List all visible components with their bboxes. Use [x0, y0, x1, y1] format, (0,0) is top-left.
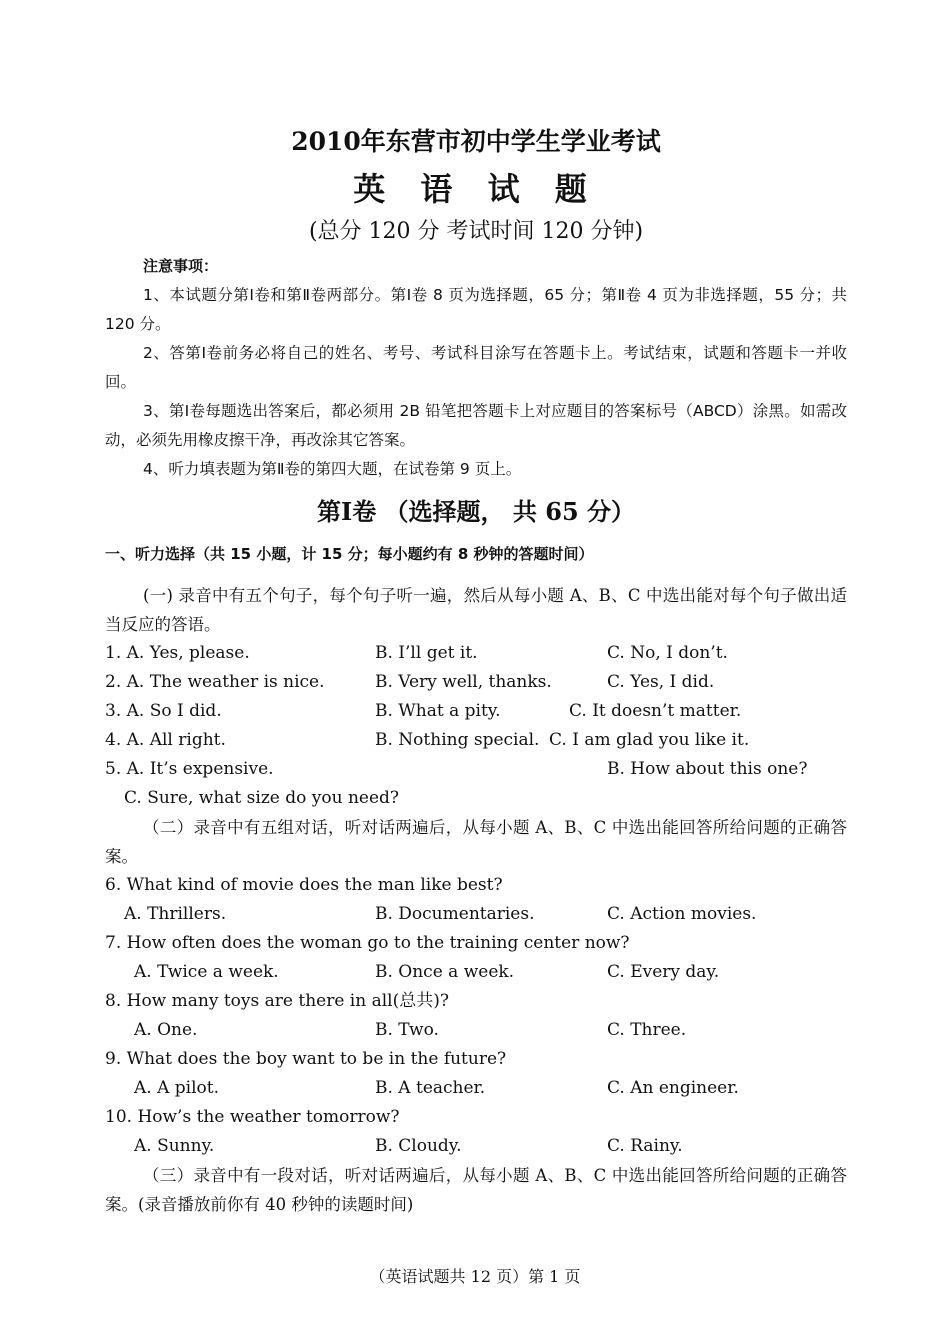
option-a: A. Twice a week. [134, 962, 279, 982]
question-row [105, 1132, 847, 1161]
option-c: C. Yes, I did. [607, 672, 715, 692]
question-row [105, 784, 847, 813]
option-b: B. Nothing special. [375, 730, 540, 750]
question-row [105, 1016, 847, 1045]
sub1-instruction: (一) 录音中有五个句子，每个句子听一遍，然后从每小题 A、B、C 中选出能对每个句子做出适当反应的答语。 [105, 586, 847, 634]
question-row [105, 639, 847, 668]
option-a: A. Thrillers. [124, 904, 227, 924]
question-text: 7. How often does the woman go to the training center now? [105, 933, 630, 953]
option-b: B. How about this one? [607, 759, 808, 779]
option-c: C. It doesn’t matter. [569, 701, 742, 721]
part1-heading: 一、听力选择（共 15 小题，计 15 分；每小题约有 8 秒钟的答题时间） [105, 545, 594, 563]
question-row [105, 958, 847, 987]
question-text: 10. How’s the weather tomorrow? [105, 1107, 400, 1127]
option-b: B. Very well, thanks. [375, 672, 552, 692]
option-a: A. A pilot. [134, 1078, 219, 1098]
option-b: B. Documentaries. [375, 904, 535, 924]
option-b: B. I’ll get it. [375, 643, 478, 663]
option-a: A. One. [134, 1020, 198, 1040]
question-row [105, 726, 847, 755]
option-a: 4. A. All right. [105, 730, 226, 750]
option-b: B. A teacher. [375, 1078, 486, 1098]
exam-title: 2010年东营市初中学生学业考试 [291, 127, 661, 156]
exam-meta: (总分 120 分 考试时间 120 分钟) [308, 219, 644, 244]
option-a: 2. A. The weather is nice. [105, 672, 325, 692]
notice-item: 4、听力填表题为第Ⅱ卷的第四大题，在试卷第 9 页上。 [143, 460, 522, 478]
option-a: 3. A. So I did. [105, 701, 222, 721]
option-a: 1. A. Yes, please. [105, 643, 250, 663]
option-b: B. Two. [375, 1020, 439, 1040]
notice-item: 3、第Ⅰ卷每题选出答案后，都必须用 2B 铅笔把答题卡上对应题目的答案标号（ABCD）涂黑。如需改动，必须先用橡皮擦干净，再改涂其它答案。 [105, 402, 847, 449]
section-title: 第Ⅰ卷 （选择题， 共 65 分） [316, 497, 636, 526]
option-c: C. I am glad you like it. [549, 730, 750, 750]
sub2-instruction: （二）录音中有五组对话，听对话两遍后，从每小题 A、B、C 中选出能回答所给问题的正确答案。 [105, 818, 847, 866]
option-c: C. Action movies. [607, 904, 757, 924]
notice-heading: 注意事项： [143, 257, 219, 275]
option-c: C. Three. [607, 1020, 687, 1040]
option-c: C. No, I don’t. [607, 643, 728, 663]
question-text: 6. What kind of movie does the man like best? [105, 875, 503, 895]
page-footer: （英语试题共 12 页）第 1 页 [369, 1267, 581, 1286]
option-c: C. Rainy. [607, 1136, 683, 1156]
sub3-instruction: （三）录音中有一段对话，听对话两遍后，从每小题 A、B、C 中选出能回答所给问题的正确答案。(录音播放前你有 40 秒钟的读题时间) [105, 1166, 847, 1214]
option-b: B. Once a week. [375, 962, 515, 982]
notice-item: 2、答第Ⅰ卷前务必将自己的姓名、考号、考试科目涂写在答题卡上。考试结束，试题和答题卡一并收回。 [105, 344, 847, 391]
exam-page [105, 118, 847, 1219]
option-a: 5. A. It’s expensive. [105, 759, 274, 779]
question-row [105, 668, 847, 697]
question-row [105, 697, 847, 726]
question-text: 8. How many toys are there in all(总共)? [105, 991, 449, 1011]
question-row [105, 755, 847, 784]
question-text: 9. What does the boy want to be in the future? [105, 1049, 507, 1069]
option-c: C. Every day. [607, 962, 720, 982]
option-b: B. What a pity. [375, 701, 501, 721]
option-c: C. Sure, what size do you need? [124, 788, 400, 808]
question-row [105, 1074, 847, 1103]
option-c: C. An engineer. [607, 1078, 739, 1098]
notice-item: 1、本试题分第Ⅰ卷和第Ⅱ卷两部分。第Ⅰ卷 8 页为选择题，65 分；第Ⅱ卷 4 页为非选择题，55 分；共 120 分。 [105, 286, 847, 333]
subject-title: 英 语 试 题 [353, 170, 599, 208]
option-b: B. Cloudy. [375, 1136, 462, 1156]
option-a: A. Sunny. [134, 1136, 215, 1156]
question-row [105, 900, 847, 929]
